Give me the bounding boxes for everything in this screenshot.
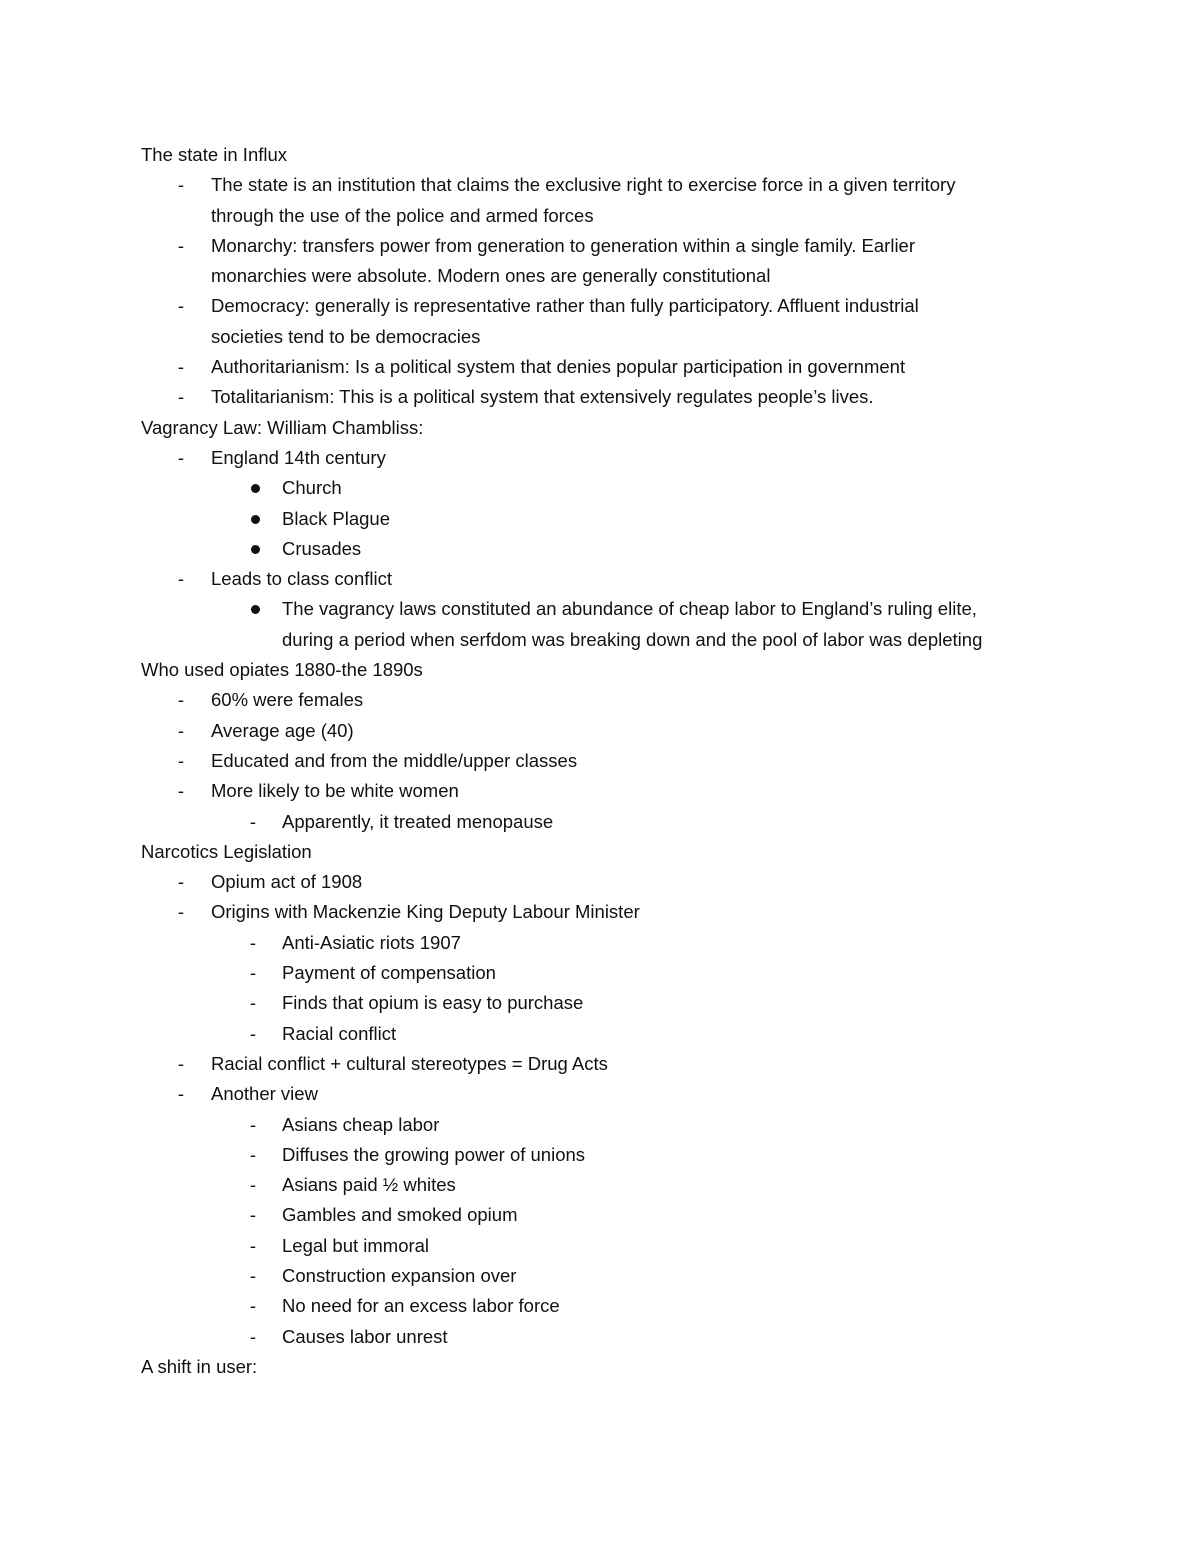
- dash-marker: -: [249, 962, 257, 984]
- dash-marker: -: [177, 386, 185, 408]
- dash-marker: -: [249, 931, 257, 953]
- bullet-icon: [251, 545, 260, 554]
- dash-marker: -: [177, 780, 185, 802]
- sub-list-item: - Finds that opium is easy to purchase: [141, 988, 1061, 1018]
- dash-marker: -: [177, 174, 185, 196]
- sub-list-item: - Payment of compensation: [141, 958, 1061, 988]
- bullet-item-continuation: during a period when serfdom was breaking down and the pool of labor was depleting: [282, 628, 983, 650]
- dash-marker: -: [177, 568, 185, 590]
- dash-marker: -: [249, 1143, 257, 1165]
- bullet-item: Church: [141, 473, 1061, 503]
- sub-list-item: - Anti-Asiatic riots 1907: [141, 928, 1061, 958]
- bullet-item: Crusades: [141, 534, 1061, 564]
- list-item: - The state is an institution that claims the exclusive right to exercise force in a given territory: [141, 170, 1061, 200]
- sub-list-item: - Asians paid ½ whites: [141, 1170, 1061, 1200]
- dash-marker: -: [249, 1174, 257, 1196]
- list-item: - More likely to be white women: [141, 776, 1061, 806]
- dash-marker: -: [177, 1083, 185, 1105]
- dash-marker: -: [177, 871, 185, 893]
- dash-marker: -: [249, 1204, 257, 1226]
- sub-list-item: - Apparently, it treated menopause: [141, 807, 1061, 837]
- sub-list-item: - Racial conflict: [141, 1019, 1061, 1049]
- sub-list-item: - Causes labor unrest: [141, 1322, 1061, 1352]
- section-heading: Vagrancy Law: William Chambliss:: [141, 416, 424, 438]
- list-item-continuation: monarchies were absolute. Modern ones are generally constitutional: [211, 265, 771, 287]
- list-item: - Monarchy: transfers power from generation to generation within a single family. Earlier: [141, 231, 1061, 261]
- list-item: - Origins with Mackenzie King Deputy Labour Minister: [141, 897, 1061, 927]
- list-item: - 60% were females: [141, 685, 1061, 715]
- bullet-icon: [251, 484, 260, 493]
- list-item: - Average age (40): [141, 716, 1061, 746]
- list-item: - Another view: [141, 1079, 1061, 1109]
- section-heading: Narcotics Legislation: [141, 840, 312, 862]
- dash-marker: -: [249, 1295, 257, 1317]
- document-body: [141, 140, 1061, 1382]
- section-heading: Who used opiates 1880-the 1890s: [141, 659, 423, 681]
- list-item: - England 14th century: [141, 443, 1061, 473]
- dash-marker: -: [177, 749, 185, 771]
- list-item: - Leads to class conflict: [141, 564, 1061, 594]
- dash-marker: -: [177, 295, 185, 317]
- dash-marker: -: [249, 1264, 257, 1286]
- list-item: - Educated and from the middle/upper classes: [141, 746, 1061, 776]
- dash-marker: -: [177, 446, 185, 468]
- list-item-continuation: societies tend to be democracies: [211, 325, 481, 347]
- dash-marker: -: [249, 1113, 257, 1135]
- dash-marker: -: [249, 810, 257, 832]
- sub-list-item: - Gambles and smoked opium: [141, 1200, 1061, 1230]
- sub-list-item: - Legal but immoral: [141, 1231, 1061, 1261]
- sub-list-item: - No need for an excess labor force: [141, 1291, 1061, 1321]
- list-item: - Opium act of 1908: [141, 867, 1061, 897]
- bullet-item: The vagrancy laws constituted an abundance of cheap labor to England’s ruling elite,: [141, 594, 1061, 624]
- section-heading: The state in Influx: [141, 144, 288, 165]
- list-item: - Authoritarianism: Is a political system that denies popular participation in government: [141, 352, 1061, 382]
- section-heading: A shift in user:: [141, 1355, 258, 1377]
- bullet-icon: [251, 515, 260, 524]
- dash-marker: -: [177, 719, 185, 741]
- dash-marker: -: [177, 234, 185, 256]
- dash-marker: -: [249, 992, 257, 1014]
- bullet-item: Black Plague: [141, 504, 1061, 534]
- dash-marker: -: [249, 1234, 257, 1256]
- sub-list-item: - Construction expansion over: [141, 1261, 1061, 1291]
- sub-list-item: - Asians cheap labor: [141, 1110, 1061, 1140]
- dash-marker: -: [177, 356, 185, 378]
- dash-marker: -: [177, 689, 185, 711]
- dash-marker: -: [177, 1052, 185, 1074]
- list-item: - Racial conflict + cultural stereotypes = Drug Acts: [141, 1049, 1061, 1079]
- list-item: - Democracy: generally is representative rather than fully participatory. Affluent industrial: [141, 291, 1061, 321]
- sub-list-item: - Diffuses the growing power of unions: [141, 1140, 1061, 1170]
- dash-marker: -: [249, 1022, 257, 1044]
- bullet-icon: [251, 605, 260, 614]
- dash-marker: -: [177, 901, 185, 923]
- list-item-continuation: through the use of the police and armed forces: [211, 204, 594, 226]
- dash-marker: -: [249, 1325, 257, 1347]
- list-item: - Totalitarianism: This is a political system that extensively regulates people’s lives.: [141, 382, 1061, 412]
